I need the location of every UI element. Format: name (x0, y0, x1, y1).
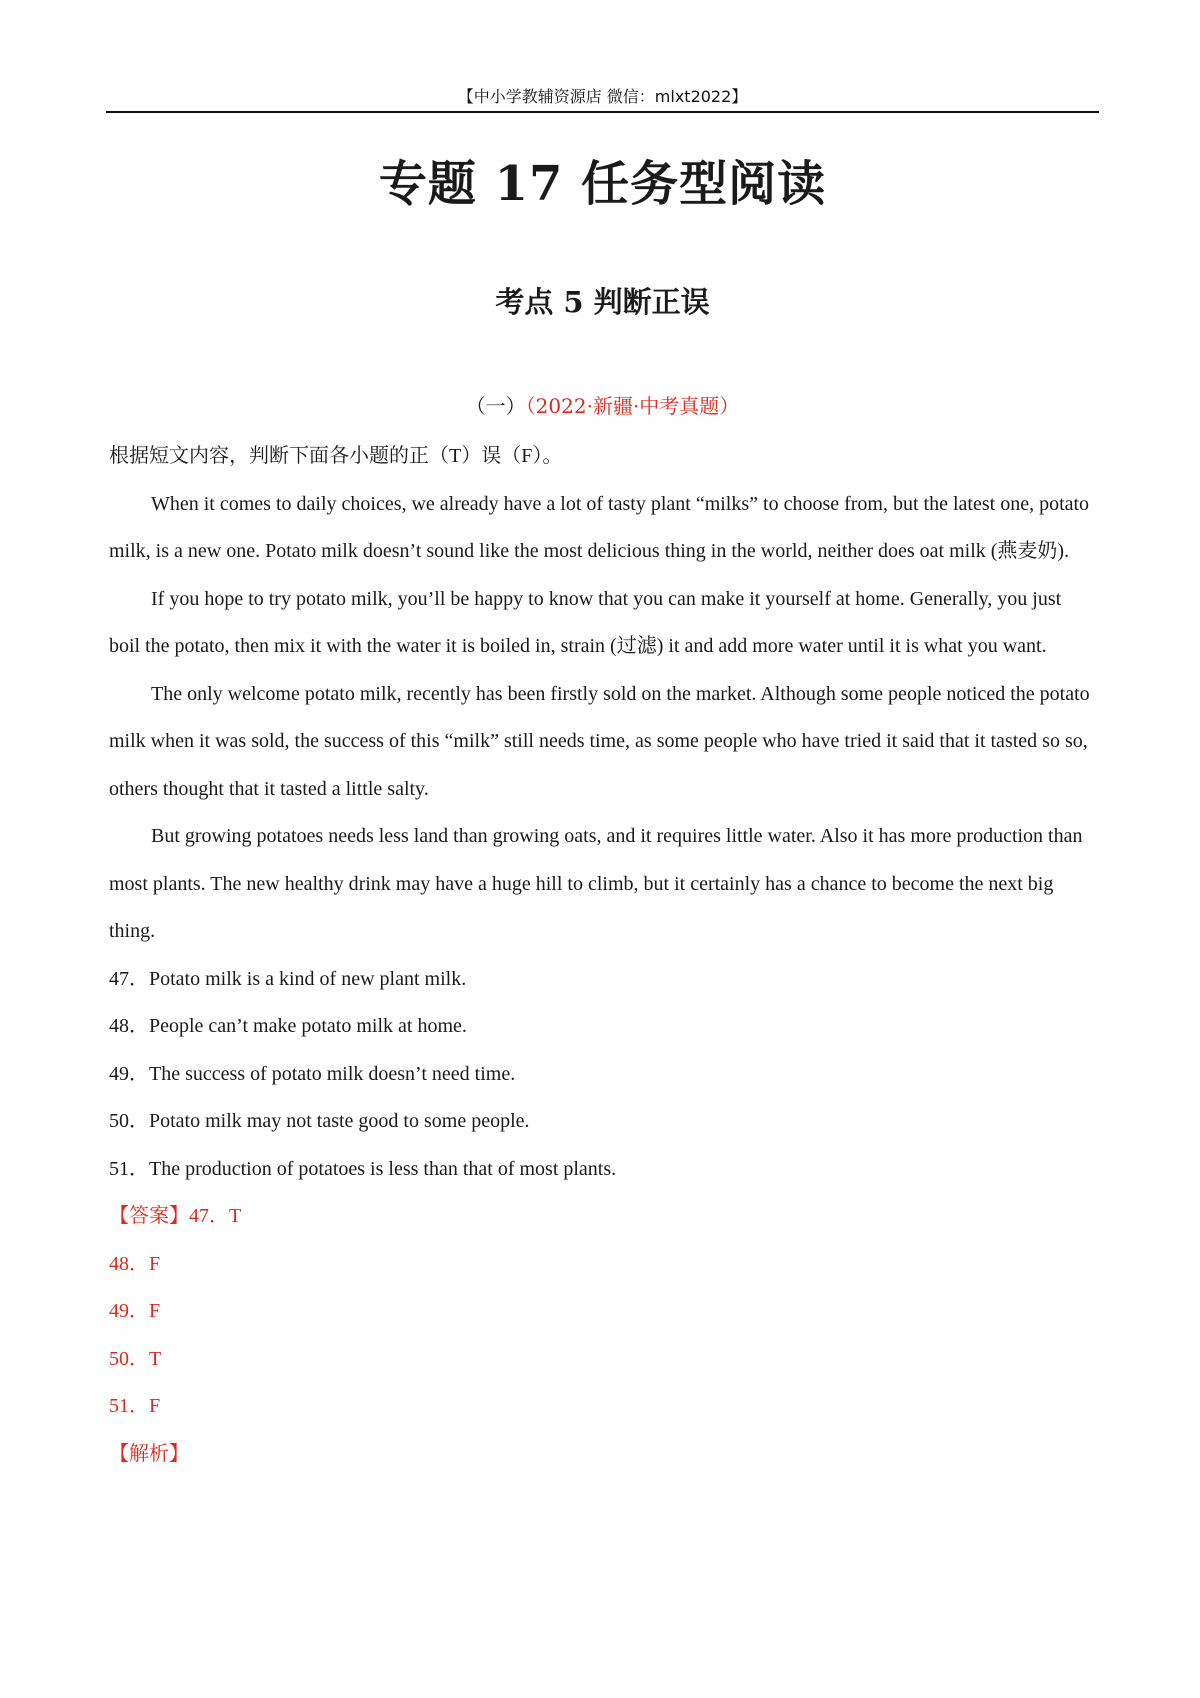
page-header: 【中小学教辅资源店 微信：mlxt2022】 (457, 87, 748, 106)
answer-50: 50．T (109, 1347, 162, 1370)
passage-source: （2022·新疆·中考真题） (525, 394, 740, 418)
answer-47: 【答案】47．T (109, 1205, 242, 1227)
instruction-text: 根据短文内容，判断下面各小题的正（T）误（F）。 (109, 445, 563, 467)
passage-paragraph-3: The only welcome potato milk, recently has been firstly sold on the market. Although some people noticed the potato milk when it was sold, the success of this “milk” still needs time, as some people who have tried it said that it tasted so so, others thought that it tasted a little salty. (109, 682, 1090, 800)
page-title: 专题 17 任务型阅读 (378, 156, 827, 212)
answer-49: 49．F (109, 1300, 161, 1322)
answer-51: 51．F (109, 1395, 161, 1417)
passage-paragraph-2: If you hope to try potato milk, you’ll be happy to know that you can make it yourself at home. Generally, you just boil the potato, then mix it with the water it is boiled in, strain (过滤) it and add more water until it is what you want. (109, 587, 1062, 657)
header-divider (106, 111, 1099, 113)
passage-number: （一） (465, 394, 526, 418)
answer-48: 48．F (109, 1252, 161, 1275)
section-subtitle: 考点 5 判断正误 (495, 285, 710, 319)
passage-paragraph-1: When it comes to daily choices, we already have a lot of tasty plant “milks” to choose from, but the latest one, potato milk, is a new one. Potato milk doesn’t sound like the most delicious thing in the world, neither does oat milk (燕麦奶). (109, 492, 1090, 562)
question-51: 51．The production of potatoes is less than that of most plants. (109, 1157, 617, 1180)
passage-label (106, 390, 1099, 419)
passage-paragraph-4: But growing potatoes needs less land than growing oats, and it requires little water. Also it has more production than most plants. The new healthy drink may have a huge hill to climb, but it certainly has a chance to become the next big thing. (109, 825, 1083, 942)
analysis-label: 【解析】 (109, 1442, 189, 1465)
question-48: 48．People can’t make potato milk at home. (109, 1015, 467, 1037)
question-49: 49．The success of potato milk doesn’t need time. (109, 1062, 516, 1085)
question-47: 47．Potato milk is a kind of new plant milk. (109, 967, 467, 990)
document-body (109, 433, 1097, 1478)
question-50: 50．Potato milk may not taste good to some people. (109, 1110, 530, 1132)
